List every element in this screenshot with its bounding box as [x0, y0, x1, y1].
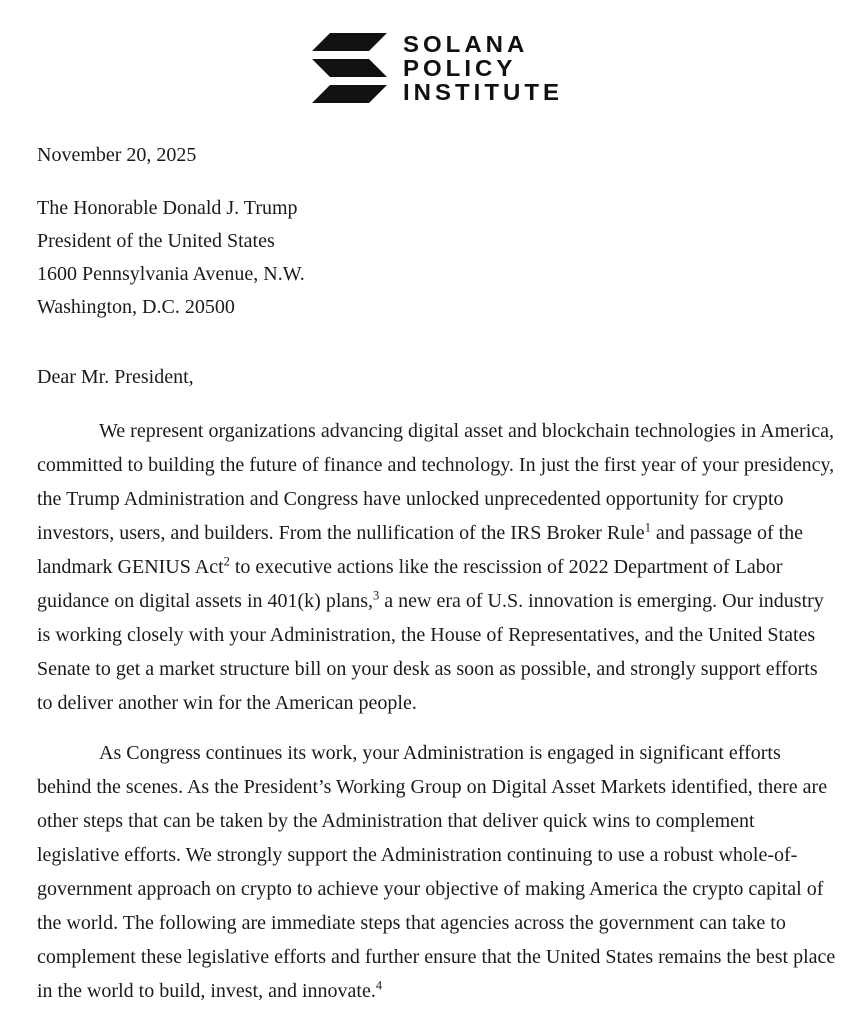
text-run: to executive actions like the rescission of 2022 Department of Labor guidance on digital assets in 401(k) plans, — [37, 556, 783, 612]
solana-policy-institute-logo — [312, 33, 563, 108]
footnote-ref: 3 — [373, 588, 380, 603]
recipient-city: Washington, D.C. 20500 — [37, 296, 235, 318]
text-run: As Congress continues its work, your Administration is engaged in significant efforts behind the scenes. As the President’s Working Group on Digital Asset Markets identified, there are other steps that can be taken by the Administration that deliver quick wins to complement legislative efforts. We strongly support the Administration continuing to use a robust whole-of-government approach on crypto to achieve your objective of making America the crypto capital of the world. The following are immediate steps that agencies across the government can take to complement these legislative efforts and further ensure that the United States remains the best place in the world to build, invest, and innovate. — [37, 742, 836, 1002]
recipient-street: 1600 Pennsylvania Avenue, N.W. — [37, 263, 305, 285]
text-run: and passage of the landmark GENIUS Act — [37, 522, 804, 578]
footnote-ref: 4 — [375, 978, 383, 993]
letterhead — [37, 0, 838, 108]
text-run: We represent organizations advancing digital asset and blockchain technologies in America, committed to building the future of finance and technology. In just the first year of your presidency, the Trump Administration and Congress have unlocked unprecedented opportunity for crypto investors, users, and builders. From the nullification of the IRS Broker Rule — [37, 420, 835, 544]
letter-body — [37, 414, 838, 1008]
salutation: Dear Mr. President, — [37, 366, 194, 388]
footnote-ref: 2 — [223, 554, 230, 569]
recipient-title: President of the United States — [37, 230, 275, 252]
recipient-name: The Honorable Donald J. Trump — [37, 197, 298, 219]
org-wordmark — [403, 33, 563, 105]
recipient-address — [37, 192, 838, 324]
paragraph — [37, 736, 838, 1008]
org-wordmark-line-1: SOLANA — [403, 32, 529, 58]
footnote-ref: 1 — [644, 520, 651, 535]
org-wordmark-line-3: INSTITUTE — [403, 80, 563, 106]
org-wordmark-line-2: POLICY — [403, 56, 517, 82]
paragraph — [37, 414, 838, 720]
text-run: a new era of U.S. innovation is emerging. Our industry is working closely with your Administration, the House of Representatives, and the United States Senate to get a market structure bill on your desk as soon as possible, and strongly support efforts to deliver another win for the American people. — [37, 590, 824, 714]
letter-date: November 20, 2025 — [37, 144, 197, 166]
solana-logo-icon — [312, 33, 387, 103]
